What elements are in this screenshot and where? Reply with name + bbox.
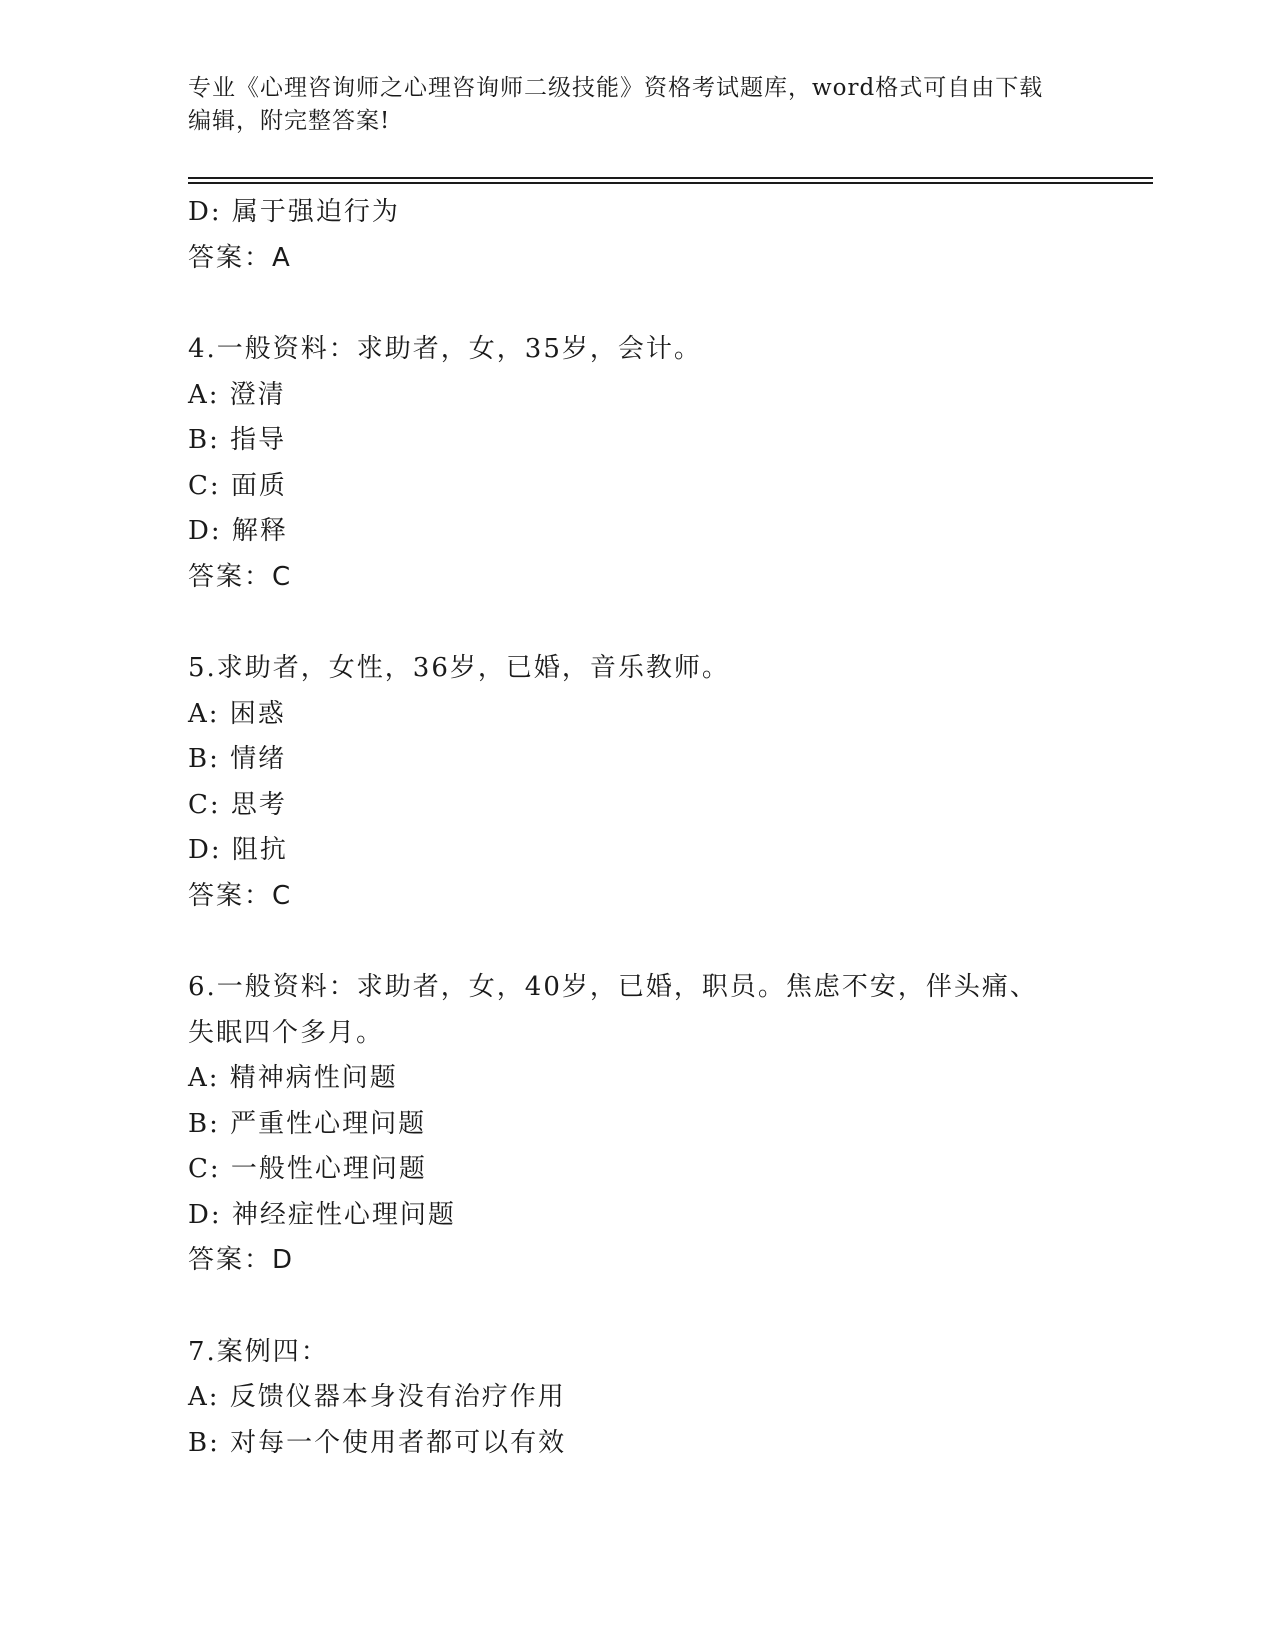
answer-line: 答案：C bbox=[188, 880, 293, 911]
option-c: C: 思考 bbox=[188, 789, 287, 820]
spacer bbox=[188, 281, 1148, 327]
header-line-2: 编辑，附完整答案! bbox=[188, 108, 391, 134]
spacer bbox=[188, 919, 1148, 965]
header-line-1: 专业《心理咨询师之心理咨询师二级技能》资格考试题库，word格式可自由下载 bbox=[188, 75, 1044, 101]
question-stem: 7.案例四： bbox=[188, 1336, 329, 1367]
question-5 bbox=[188, 646, 1148, 919]
spacer bbox=[188, 600, 1148, 646]
option-b: B: 情绪 bbox=[188, 744, 287, 774]
question-6 bbox=[188, 965, 1148, 1284]
question-3-fragment bbox=[188, 190, 1148, 281]
document-header bbox=[188, 72, 1088, 138]
header-divider-top bbox=[188, 177, 1153, 179]
answer-line: 答案：A bbox=[188, 242, 292, 273]
option-d: D: 属于强迫行为 bbox=[188, 197, 400, 227]
answer-line: 答案：C bbox=[188, 561, 293, 592]
question-4 bbox=[188, 327, 1148, 600]
option-d: D: 阻抗 bbox=[188, 835, 288, 865]
option-a: A: 澄清 bbox=[188, 379, 286, 410]
option-d: D: 解释 bbox=[188, 516, 288, 546]
header-divider-bottom bbox=[188, 182, 1153, 184]
option-b: B: 指导 bbox=[188, 425, 287, 455]
question-stem: 4.一般资料：求助者，女，35岁，会计。 bbox=[188, 334, 702, 364]
option-d: D: 神经症性心理问题 bbox=[188, 1199, 456, 1230]
question-stem-line-1: 6.一般资料：求助者，女，40岁，已婚，职员。焦虑不安，伴头痛、 bbox=[188, 972, 1038, 1002]
option-c: C: 一般性心理问题 bbox=[188, 1154, 427, 1184]
option-a: A: 精神病性问题 bbox=[188, 1063, 398, 1093]
question-list bbox=[188, 190, 1148, 1466]
option-b: B: 对每一个使用者都可以有效 bbox=[188, 1427, 567, 1458]
option-c: C: 面质 bbox=[188, 470, 287, 501]
option-a: A: 困惑 bbox=[188, 698, 286, 729]
question-7 bbox=[188, 1330, 1148, 1467]
answer-line: 答案：D bbox=[188, 1245, 295, 1275]
question-stem: 5.求助者，女性，36岁，已婚，音乐教师。 bbox=[188, 653, 730, 683]
option-a: A: 反馈仪器本身没有治疗作用 bbox=[188, 1382, 566, 1412]
question-stem-line-2: 失眠四个多月。 bbox=[188, 1017, 385, 1048]
spacer bbox=[188, 1284, 1148, 1330]
option-b: B: 严重性心理问题 bbox=[188, 1108, 427, 1139]
